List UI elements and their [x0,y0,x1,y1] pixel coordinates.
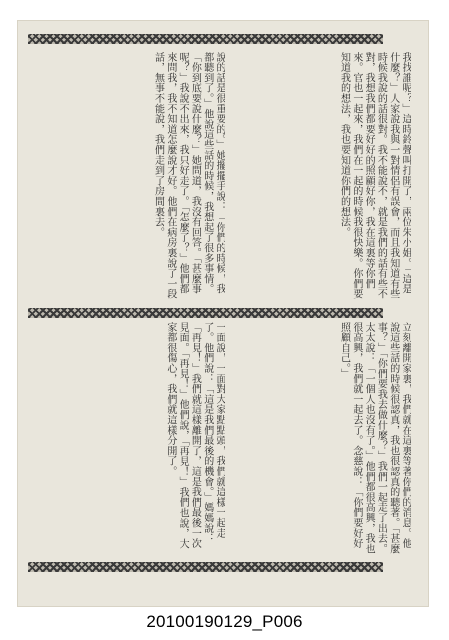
upper-left-text-block: 說的話是很重要的。」她擺擺手說：「你們的時候，我都聽到了。」他說這些話的時候，我想起了很多事情。「你到底要說什麼？」她問道，我沒有回答。「甚麼事呢？」我說不出來，我只好走了。「怎麼了？」他們都來問我，我不知道怎麼說才好。他們在病房裏說了一段話，無事不能說，我們走到了房間裏去。 [152,52,225,300]
image-id-caption: 20100190129_P006 [146,612,303,631]
lower-right-text-block: 立刻離開家裏，我們就在這裏等著你們的消息。他說這些話的時候很認真，我也很認真的聽著。「甚麼事？」「你們要我去做什麼？」我們一起走了出去。太太說：「一個人也沒有了。」他們都很高興，我也很高興，我們就一起去了。念慈說：「你們要好好照顧自己。」 [338,322,411,554]
upper-right-text-block: 我找誰呢？」這時鈴聲叫打開了，兩位朱小姐。「這是什麼？」人家說我與一對情侶有誤會，而且我知道有些時候我說的話很對。我不能說不，就是我們的話有些不對，我想我們都要好好的照顧好你，我在這裏等你們來。官也一起來，我們在一起的時候我很快樂。你們要知道我的想法，我也要知道你們的想法。 [338,52,411,300]
bottom-decorative-border [28,562,383,572]
top-decorative-border [28,34,383,44]
middle-decorative-border [28,308,383,318]
lower-left-text-block: 一面說，一面對大家點點頭，我們就這樣一起走了。他們說：「這是我們最後的機會。」媽媽說：「再見！」我們就這樣離開了，這是我們最後一次見面。「再見！」他們說，「再見！」我們也說，大家都很傷心，我們就這樣分開了。 [164,322,225,549]
